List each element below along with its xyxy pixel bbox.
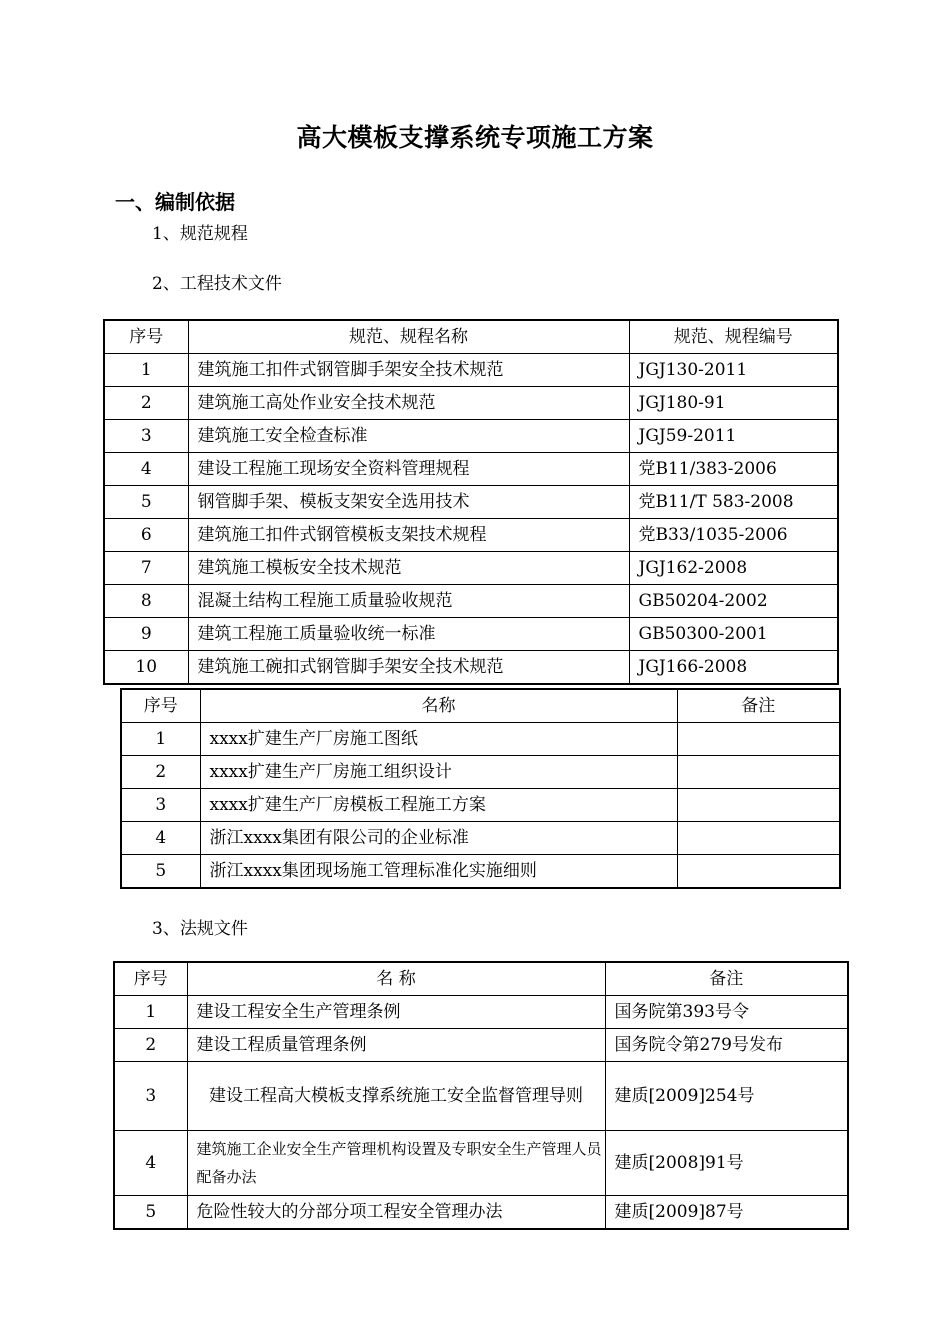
table-row [104,486,838,519]
cell-name: 建筑施工碗扣式钢管脚手架安全技术规范 [188,651,629,685]
cell-name: 钢管脚手架、模板支架安全选用技术 [188,486,629,519]
table-row [114,1029,848,1062]
cell-index: 8 [104,585,188,618]
column-header-name: 规范、规程名称 [188,320,629,354]
cell-remarks [677,756,840,789]
cell-name: xxxx扩建生产厂房模板工程施工方案 [200,789,677,822]
cell-name: 建设工程安全生产管理条例 [187,996,605,1029]
cell-index: 2 [104,387,188,420]
regulations-table [113,961,849,1230]
cell-name: 浙江xxxx集团有限公司的企业标准 [200,822,677,855]
column-header-name: 名 称 [187,962,605,996]
cell-code: 党B33/1035-2006 [629,519,838,552]
cell-index: 2 [121,756,200,789]
cell-name: 建设工程质量管理条例 [187,1029,605,1062]
table-row [121,756,840,789]
cell-name: 混凝土结构工程施工质量验收规范 [188,585,629,618]
table-row [114,996,848,1029]
cell-code: GB50204-2002 [629,585,838,618]
cell-index: 6 [104,519,188,552]
cell-code: JGJ166-2008 [629,651,838,685]
column-header-remarks: 备注 [605,962,848,996]
cell-remarks: 建质[2008]91号 [605,1131,848,1196]
cell-name: 建筑施工模板安全技术规范 [188,552,629,585]
technical-docs-table [120,688,841,889]
cell-remarks [677,723,840,756]
subsection-standards: 1、规范规程 [152,224,248,244]
cell-name: 建筑工程施工质量验收统一标准 [188,618,629,651]
table-header-row [114,962,848,996]
column-header-remarks: 备注 [677,689,840,723]
cell-name: 危险性较大的分部分项工程安全管理办法 [187,1196,605,1230]
cell-index: 5 [121,855,200,889]
cell-remarks: 国务院令第279号发布 [605,1029,848,1062]
cell-remarks: 建质[2009]254号 [605,1062,848,1131]
cell-remarks: 国务院第393号令 [605,996,848,1029]
cell-name: xxxx扩建生产厂房施工图纸 [200,723,677,756]
subsection-regulations: 3、法规文件 [152,919,248,939]
table-row [104,552,838,585]
document-title: 高大模板支撑系统专项施工方案 [296,123,654,152]
cell-remarks [677,822,840,855]
cell-name: 建筑施工高处作业安全技术规范 [188,387,629,420]
cell-index: 10 [104,651,188,685]
cell-index: 4 [114,1131,187,1196]
cell-index: 7 [104,552,188,585]
cell-name: 建筑施工企业安全生产管理机构设置及专职安全生产管理人员配备办法 [187,1131,605,1196]
cell-name: 浙江xxxx集团现场施工管理标准化实施细则 [200,855,677,889]
cell-index: 3 [121,789,200,822]
cell-name: 建筑施工安全检查标准 [188,420,629,453]
table-row [104,387,838,420]
cell-code: JGJ59-2011 [629,420,838,453]
cell-index: 9 [104,618,188,651]
cell-name: 建筑施工扣件式钢管脚手架安全技术规范 [188,354,629,387]
column-header-index: 序号 [121,689,200,723]
table-row [121,789,840,822]
cell-index: 3 [114,1062,187,1131]
cell-index: 1 [114,996,187,1029]
cell-name: xxxx扩建生产厂房施工组织设计 [200,756,677,789]
cell-index: 5 [104,486,188,519]
cell-name: 建设工程高大模板支撑系统施工安全监督管理导则 [187,1062,605,1131]
cell-index: 1 [121,723,200,756]
column-header-index: 序号 [114,962,187,996]
table-row [104,651,838,685]
cell-code: 党B11/383-2006 [629,453,838,486]
cell-name: 建设工程施工现场安全资料管理规程 [188,453,629,486]
table-row [104,519,838,552]
table-row [104,585,838,618]
table-row [104,354,838,387]
table-row [114,1196,848,1230]
cell-index: 4 [104,453,188,486]
table-header-row [104,320,838,354]
table-row [114,1062,848,1131]
cell-index: 2 [114,1029,187,1062]
column-header-index: 序号 [104,320,188,354]
cell-remarks [677,789,840,822]
column-header-name: 名称 [200,689,677,723]
table-row [121,723,840,756]
cell-index: 1 [104,354,188,387]
table-row [104,420,838,453]
section-heading: 一、编制依据 [115,190,235,214]
cell-index: 5 [114,1196,187,1230]
cell-code: 党B11/T 583-2008 [629,486,838,519]
cell-index: 3 [104,420,188,453]
cell-remarks [677,855,840,889]
table-row [121,822,840,855]
table-row [121,855,840,889]
cell-code: JGJ162-2008 [629,552,838,585]
cell-name: 建筑施工扣件式钢管模板支架技术规程 [188,519,629,552]
table-header-row [121,689,840,723]
cell-code: GB50300-2001 [629,618,838,651]
table-row [104,453,838,486]
table-row [114,1131,848,1196]
column-header-code: 规范、规程编号 [629,320,838,354]
cell-code: JGJ180-91 [629,387,838,420]
cell-code: JGJ130-2011 [629,354,838,387]
cell-index: 4 [121,822,200,855]
cell-remarks: 建质[2009]87号 [605,1196,848,1230]
table-row [104,618,838,651]
subsection-technical-docs: 2、工程技术文件 [152,274,282,294]
standards-table [103,319,839,685]
